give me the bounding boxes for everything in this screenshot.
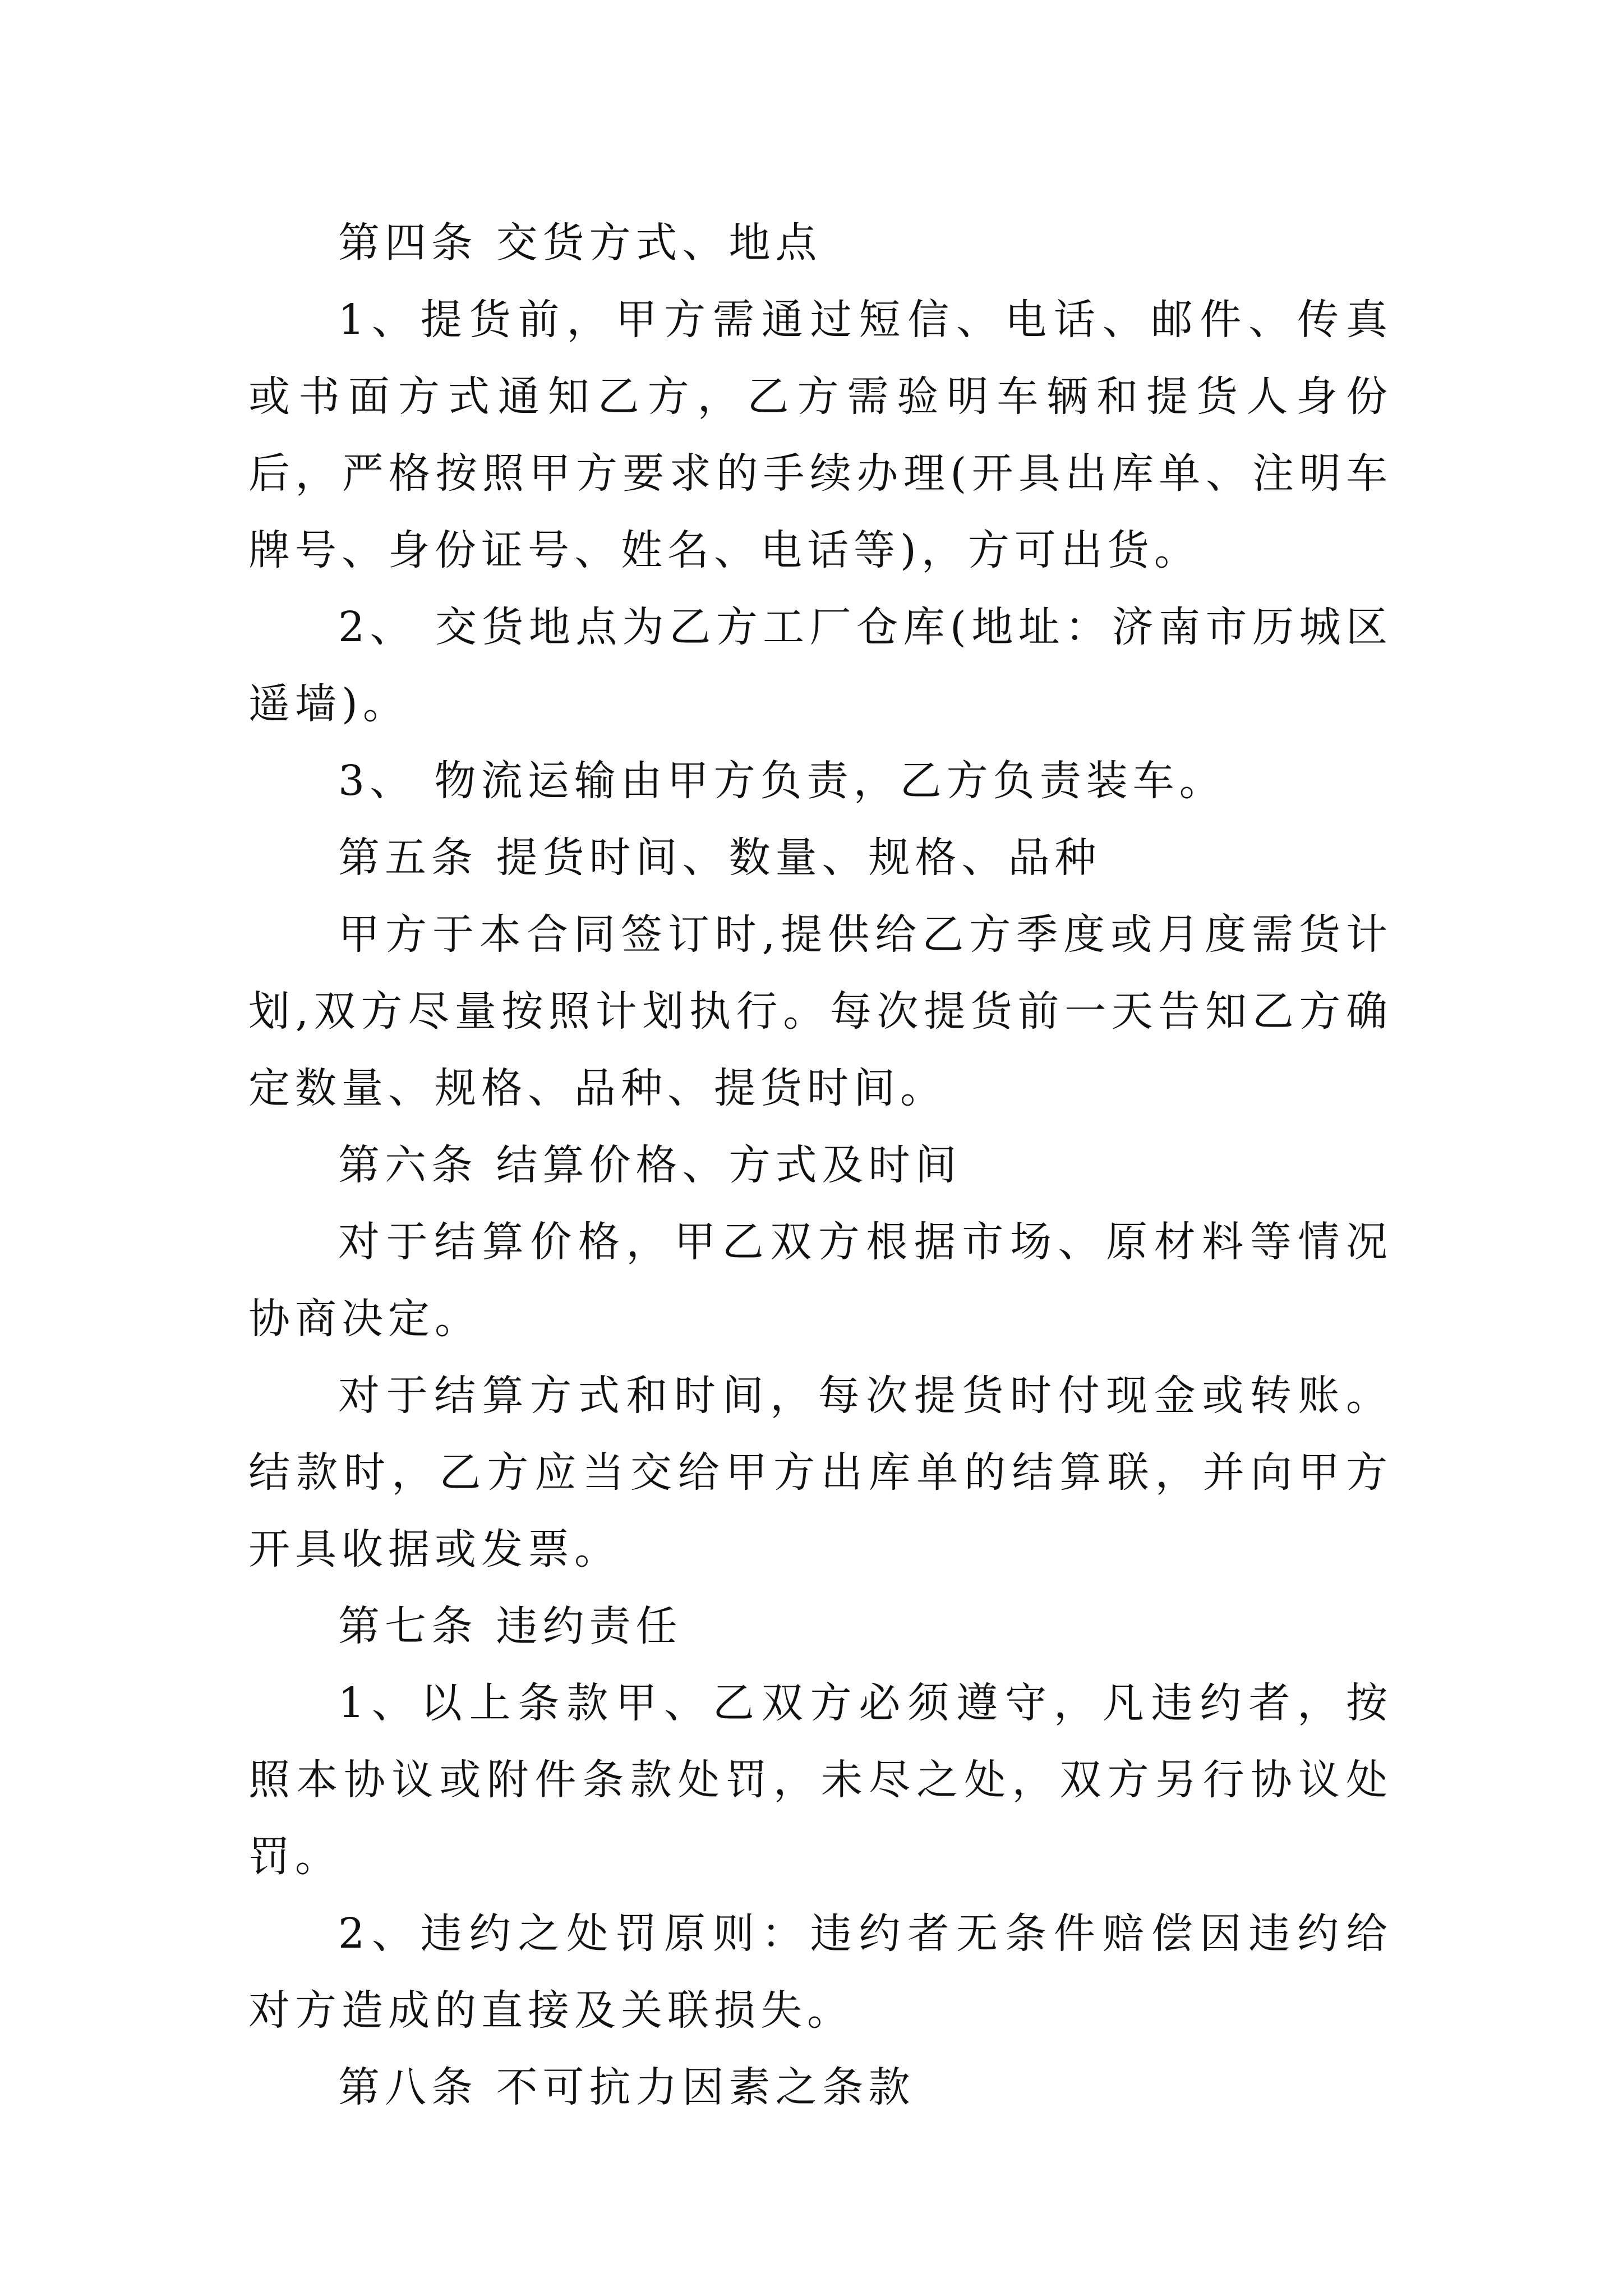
article-8-heading: 第八条 不可抗力因素之条款 (338, 2063, 915, 2111)
article-4-clause-1: 1、提货前，甲方需通过短信、电话、邮件、传真或书面方式通知乙方，乙方需验明车辆和提货人身份后，严格按照甲方要求的手续办理(开具出库单、注明车牌号、身份证号、姓名、电话等)，方可出货。 (248, 296, 1393, 574)
article-5-body: 甲方于本合同签订时,提供给乙方季度或月度需货计划,双方尽量按照计划执行。每次提货前一天告知乙方确定数量、规格、品种、提货时间。 (248, 910, 1393, 1112)
article-6-price: 对于结算价格，甲乙双方根据市场、原材料等情况协商决定。 (248, 1218, 1393, 1343)
article-4-clause-3: 3、 物流运输由甲方负责，乙方负责装车。 (338, 757, 1226, 805)
article-7-clause-2: 2、违约之处罚原则：违约者无条件赔偿因违约给对方造成的直接及关联损失。 (248, 1910, 1393, 2035)
document-body (248, 205, 1393, 2126)
article-4-clause-2: 2、 交货地点为乙方工厂仓库(地址：济南市历城区遥墙)。 (248, 603, 1393, 728)
article-4-heading: 第四条 交货方式、地点 (338, 219, 822, 267)
article-5-heading: 第五条 提货时间、数量、规格、品种 (338, 834, 1101, 882)
article-7-heading: 第七条 违约责任 (338, 1602, 683, 1650)
article-7-clause-1: 1、以上条款甲、乙双方必须遵守，凡违约者，按照本协议或附件条款处罚，未尽之处，双方另行协议处罚。 (248, 1679, 1393, 1881)
article-6-method: 对于结算方式和时间，每次提货时付现金或转账。结款时，乙方应当交给甲方出库单的结算联，并向甲方开具收据或发票。 (248, 1372, 1393, 1573)
article-6-heading: 第六条 结算价格、方式及时间 (338, 1141, 962, 1189)
